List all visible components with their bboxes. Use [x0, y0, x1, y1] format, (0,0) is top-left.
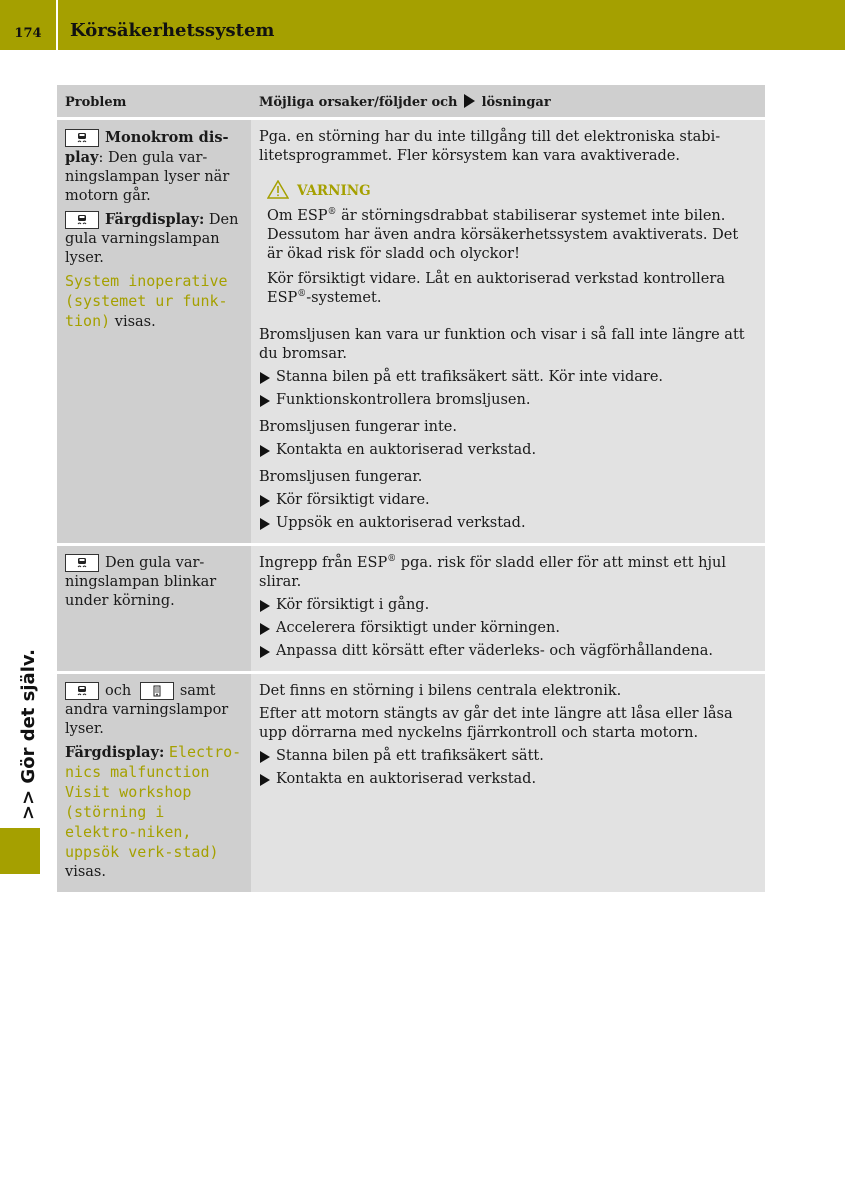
registered-mark: ® [297, 289, 307, 300]
side-tab [18, 640, 48, 820]
solution-cell [251, 120, 765, 543]
display-message: System inoperative (systemet ur funk-tion) [65, 272, 228, 330]
warning-body [267, 207, 757, 308]
problem-paragraph [65, 743, 243, 882]
problem-paragraph [65, 210, 243, 268]
problem-text: visas. [110, 314, 156, 330]
problem-paragraph [65, 128, 243, 206]
problem-paragraph [65, 272, 243, 332]
step-item: Funktionskontrollera bromsljusen. [259, 391, 757, 410]
table-row [57, 120, 765, 543]
solution-paragraph: Bromsljusen fungerar. [259, 469, 423, 485]
warning-text-part: -systemet. [306, 290, 382, 306]
problem-bold: Färgdisplay: [105, 211, 205, 228]
step-item: Stanna bilen på ett trafiksäkert sätt. [259, 747, 757, 766]
step-item: Kör försiktigt vidare. [259, 491, 757, 510]
step-item: Stanna bilen på ett trafiksäkert sätt. Kör inte vidare. [259, 368, 757, 387]
table-header-row [57, 85, 765, 117]
solution-text-part: Ingrepp från ESP [259, 555, 388, 571]
step-item: Anpassa ditt körsätt efter väderleks- och vägförhållandena. [259, 642, 757, 661]
problem-bold: Färgdisplay: [65, 744, 165, 761]
warning-title: VARNING [297, 183, 371, 199]
header-problem-label: Problem [65, 95, 127, 110]
esp-car-skid-icon [65, 682, 99, 700]
problem-text: : Den gula var-ningslampan lyser när motorn går. [65, 150, 230, 204]
esp-car-skid-icon [65, 554, 99, 572]
display-message: Electro-nics malfunction Visit workshop (störning i elektro-niken, uppsök verk-stad) [65, 743, 242, 861]
side-marker [0, 828, 40, 874]
problem-bold: Monokrom dis-play [65, 129, 229, 166]
warning-text [267, 207, 757, 264]
solution-cell [251, 546, 765, 671]
side-tab-label: >> Gör det själv. [18, 649, 39, 820]
solution-paragraph: Pga. en störning har du inte tillgång till det elektroniska stabi-litetsprogrammet. Fler körsystem kan vara avaktiverade. [259, 129, 721, 164]
solution-text-part: pga. risk för sladd eller för att minst ett hjul slirar. [259, 555, 726, 590]
warning-text-part: Kör försiktigt vidare. Låt en auktoriserad verkstad kontrollera ESP [267, 271, 725, 306]
car-electronics-icon [140, 682, 174, 700]
registered-mark: ® [387, 554, 397, 565]
esp-car-skid-icon [65, 129, 99, 147]
problem-cell [57, 674, 251, 892]
header-solution-label-post: lösningar [481, 95, 551, 110]
page-title: Körsäkerhetssystem [70, 20, 275, 41]
step-arrow-icon [464, 94, 475, 108]
solution-paragraph: Bromsljusen kan vara ur funktion och visar i så fall inte längre att du bromsar. [259, 327, 745, 362]
solution-paragraph: Det finns en störning i bilens centrala elektronik. [259, 683, 622, 699]
warning-text-part: är störningsdrabbat stabiliserar systemet inte bilen. Dessutom har även andra körsäkerhetssystem avaktiverats. Det är ökad risk för sladd och olyckor! [267, 208, 739, 262]
step-item: Kontakta en auktoriserad verkstad. [259, 441, 757, 460]
esp-car-skid-icon [65, 211, 99, 229]
solution-cell [251, 674, 765, 892]
step-item: Kontakta en auktoriserad verkstad. [259, 770, 757, 789]
problem-text: samt andra varningslampor lyser. [65, 683, 229, 737]
warning-text-part: Om ESP [267, 208, 328, 224]
problem-text: Den gula var-ningslampan blinkar under körning. [65, 555, 217, 609]
warning-text [267, 270, 757, 308]
header-divider [56, 0, 58, 50]
problem-text: visas. [65, 864, 106, 880]
step-item: Kör försiktigt i gång. [259, 596, 757, 615]
solution-paragraph: Efter att motorn stängts av går det inte längre att låsa eller låsa upp dörrarna med nyckelns fjärrkontroll och starta motorn. [259, 706, 733, 741]
table-row [57, 546, 765, 671]
solution-paragraph: Bromsljusen fungerar inte. [259, 419, 457, 435]
warning-heading [267, 180, 757, 201]
header-problem [57, 85, 251, 117]
problem-paragraph [65, 682, 243, 739]
problem-text: och [105, 683, 132, 699]
problem-cell [57, 546, 251, 671]
page-header [0, 0, 845, 50]
problem-table [57, 85, 765, 892]
header-solution [251, 85, 765, 117]
problem-paragraph [65, 554, 243, 611]
warning-triangle-icon [267, 180, 289, 199]
header-solution-label: Möjliga orsaker/följder och [259, 95, 458, 110]
page-number: 174 [14, 26, 42, 41]
registered-mark: ® [327, 207, 337, 218]
table-row [57, 674, 765, 892]
problem-text: Den gula varningslampan lyser. [65, 212, 239, 266]
solution-paragraph [259, 554, 757, 592]
step-item: Accelerera försiktigt under körningen. [259, 619, 757, 638]
step-item: Uppsök en auktoriserad verkstad. [259, 514, 757, 533]
problem-cell [57, 120, 251, 543]
